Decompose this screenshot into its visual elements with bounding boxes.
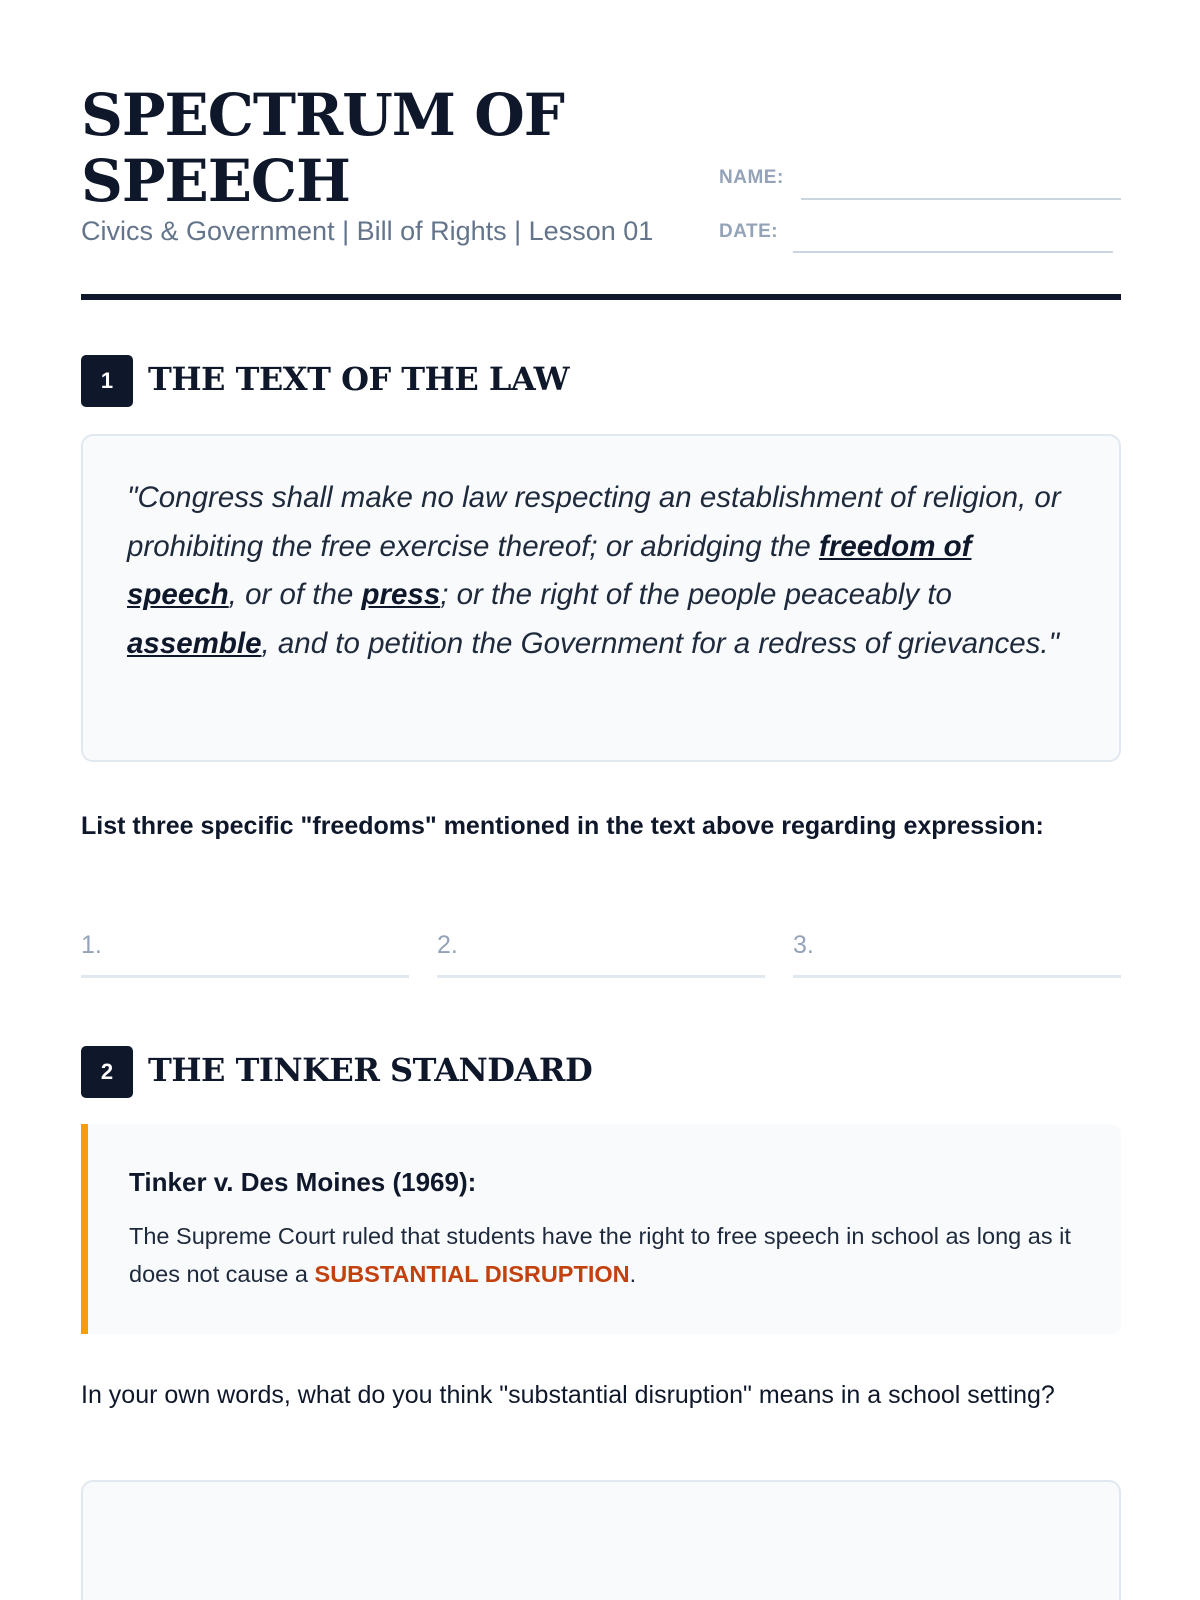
page-title-line-2: SPEECH (81, 147, 350, 215)
answer-blank-3[interactable] (793, 930, 1121, 978)
quote-part-2: , or of the (228, 578, 362, 611)
case-text-after: . (629, 1261, 637, 1287)
date-label: DATE: (719, 221, 779, 242)
law-text-box (81, 434, 1121, 762)
first-amendment-quote (127, 474, 1087, 668)
page-title (81, 82, 641, 214)
quote-term-speech: freedom of speech (127, 529, 972, 611)
page-subtitle: Civics & Government | Bill of Rights | Lesson 01 (81, 216, 654, 246)
tinker-case-box (81, 1124, 1121, 1334)
section-1-number-badge: 1 (81, 355, 133, 407)
section-1-title: THE TEXT OF THE LAW (148, 360, 570, 398)
case-title: Tinker v. Des Moines (1969): (129, 1167, 477, 1197)
section-2-number-badge: 2 (81, 1046, 133, 1098)
substantial-disruption-highlight: SUBSTANTIAL DISRUPTION (314, 1261, 630, 1287)
section-2-title: THE TINKER STANDARD (148, 1051, 593, 1089)
date-field[interactable] (793, 251, 1113, 253)
worksheet-page (81, 0, 1121, 1600)
quote-part-1: "Congress shall make no law respecting an establishment of religion, or prohibiting the free exercise thereof; or abridging the (127, 481, 1061, 563)
answer-blank-1-label: 1. (81, 931, 102, 959)
quote-term-assemble: assemble (127, 626, 262, 660)
answer-blank-3-label: 3. (793, 931, 814, 959)
answer-blank-2[interactable] (437, 930, 765, 978)
answer-blank-1[interactable] (81, 930, 409, 978)
answer-blank-2-label: 2. (437, 931, 458, 959)
name-label: NAME: (719, 167, 784, 188)
case-text-before: The Supreme Court ruled that students have the right to free speech in school as long as it does not cause a (129, 1223, 1071, 1287)
quote-term-press: press (361, 578, 441, 611)
disruption-question: In your own words, what do you think "substantial disruption" means in a school setting? (81, 1381, 1055, 1409)
disruption-answer-box[interactable] (81, 1480, 1121, 1600)
quote-part-4: , and to petition the Government for a redress of grievances." (261, 626, 1060, 660)
header-divider (81, 294, 1121, 300)
name-field[interactable] (801, 198, 1121, 200)
page-title-line-1: SPECTRUM OF (81, 81, 564, 149)
case-summary (129, 1217, 1089, 1293)
freedoms-question: List three specific "freedoms" mentioned in the text above regarding expression: (81, 812, 1044, 840)
quote-part-3: ; or the right of the people peaceably to (440, 578, 952, 611)
